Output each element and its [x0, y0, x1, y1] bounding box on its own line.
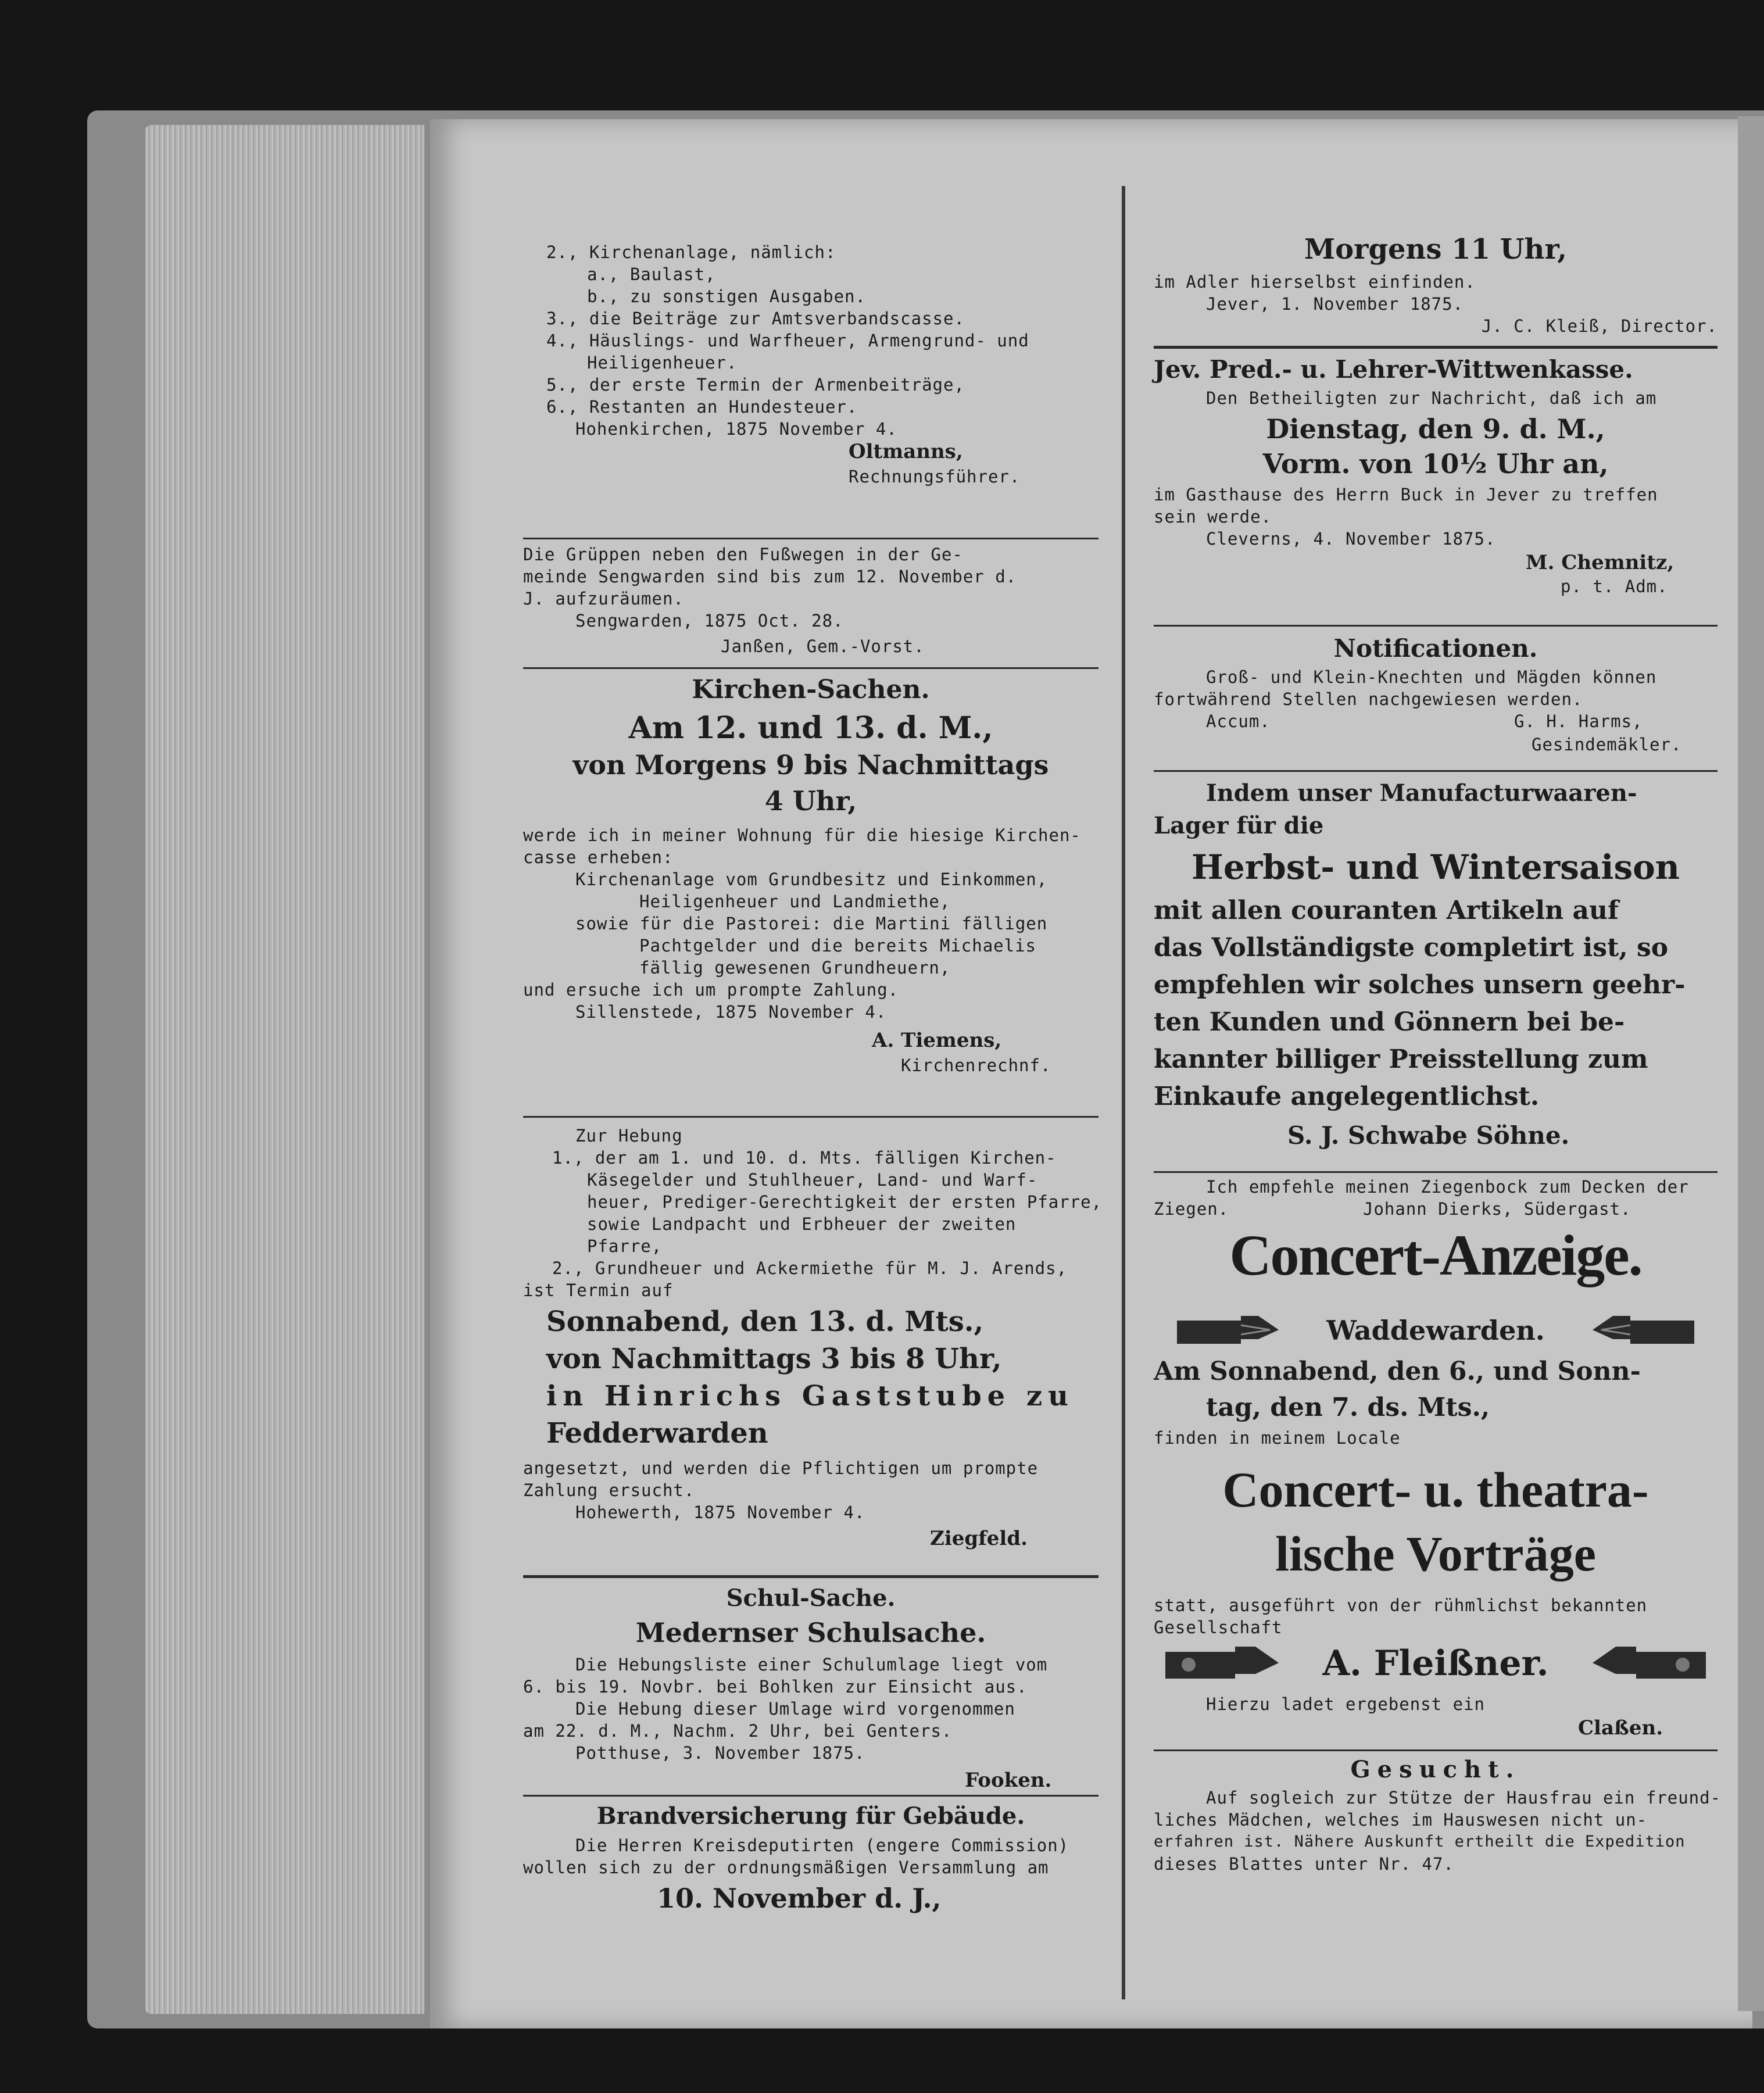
- separator: [523, 1116, 1099, 1118]
- text-line: das Vollständigste completirt ist, so: [1154, 933, 1669, 963]
- signer: G. H. Harms,: [1514, 711, 1643, 731]
- place: Waddewarden.: [1326, 1315, 1545, 1346]
- text-line: Heiligenheuer und Landmiethe,: [639, 892, 951, 911]
- section-title: Schul-Sache.: [726, 1584, 896, 1612]
- text-line: ist Termin auf: [523, 1280, 674, 1300]
- text-line: fortwährend Stellen nachgewiesen werden.: [1154, 689, 1583, 709]
- text-line: mit allen couranten Artikeln auf: [1154, 896, 1619, 925]
- text-line: Ich empfehle meinen Ziegenbock zum Decken der: [1206, 1177, 1689, 1197]
- column-divider: [1122, 186, 1125, 1999]
- signer: Ziegfeld.: [930, 1527, 1028, 1550]
- separator: [523, 538, 1099, 539]
- text-line: 4., Häuslings- und Warfheuer, Armengrund- und: [546, 331, 1029, 350]
- text-line: Zahlung ersucht.: [523, 1480, 695, 1500]
- text-line: 3., die Beiträge zur Amtsverbandscasse.: [546, 309, 965, 328]
- separator: [1154, 1749, 1718, 1751]
- company: A. Fleißner.: [1322, 1643, 1549, 1684]
- section-title: Kirchen-Sachen.: [692, 675, 930, 704]
- separator: [523, 1575, 1099, 1578]
- text-line: 6., Restanten an Hundesteuer.: [546, 397, 858, 417]
- text-line: Den Betheiligten zur Nachricht, daß ich am: [1206, 388, 1657, 408]
- headline: Sonnabend, den 13. d. Mts.,: [546, 1305, 984, 1338]
- date-line: Cleverns, 4. November 1875.: [1206, 529, 1496, 549]
- headline: von Morgens 9 bis Nachmittags: [573, 749, 1049, 781]
- text-line: Groß- und Klein-Knechten und Mägden können: [1206, 667, 1657, 687]
- headline: Morgens 11 Uhr,: [1304, 233, 1567, 266]
- text-line: 6. bis 19. Novbr. bei Bohlken zur Einsicht aus.: [523, 1677, 1028, 1697]
- text-line: meinde Sengwarden sind bis zum 12. November d.: [523, 567, 1017, 586]
- text-line: sowie Landpacht und Erbheuer der zweiten: [587, 1214, 1017, 1234]
- headline: Medernser Schulsache.: [635, 1617, 986, 1648]
- separator: [523, 1795, 1099, 1797]
- text-line: Zur Hebung: [575, 1126, 683, 1146]
- headline: Concert- u. theatra-: [1222, 1462, 1649, 1518]
- concert-title: Concert-Anzeige.: [1229, 1223, 1642, 1287]
- text-line: Kirchenanlage vom Grundbesitz und Einkommen,: [575, 870, 1048, 889]
- signer-title: Kirchenrechnf.: [901, 1056, 1051, 1075]
- text-line: fällig gewesenen Grundheuern,: [639, 958, 951, 978]
- text-line: Die Hebungsliste einer Schulumlage liegt vom: [575, 1655, 1048, 1675]
- text-line: statt, ausgeführt von der rühmlichst bekannten: [1154, 1595, 1648, 1615]
- signer: Johann Dierks, Südergast.: [1363, 1199, 1631, 1219]
- text-line: Pachtgelder und die bereits Michaelis: [639, 936, 1037, 956]
- text-line: Auf sogleich zur Stütze der Hausfrau ein freund-: [1206, 1788, 1722, 1808]
- headline: Herbst- und Wintersaison: [1191, 847, 1680, 887]
- headline: Vorm. von 10½ Uhr an,: [1262, 448, 1609, 480]
- text-line: a., Baulast,: [587, 264, 716, 284]
- signer: Janßen, Gem.-Vorst.: [721, 636, 925, 656]
- pointing-hand-left-icon: [1590, 1314, 1694, 1348]
- text-line: erfahren ist. Nähere Auskunft ertheilt die Expedition: [1154, 1833, 1686, 1851]
- text-line: 1., der am 1. und 10. d. Mts. fälligen Kirchen-: [552, 1148, 1057, 1168]
- separator: [1154, 770, 1718, 772]
- signer-title: Gesindemäkler.: [1532, 735, 1682, 754]
- separator: [1154, 625, 1718, 627]
- text-line: dieses Blattes unter Nr. 47.: [1154, 1854, 1454, 1874]
- text-line: 2., Kirchenanlage, nämlich:: [546, 242, 836, 262]
- headline: 4 Uhr,: [764, 785, 857, 817]
- text-line: casse erheben:: [523, 847, 674, 867]
- text-line: Hierzu ladet ergebenst ein: [1206, 1694, 1485, 1714]
- section-title: Jev. Pred.- u. Lehrer-Wittwenkasse.: [1154, 355, 1633, 384]
- pointing-hand-left-icon: [1590, 1644, 1706, 1684]
- date-line: Am Sonnabend, den 6., und Sonn-: [1154, 1357, 1641, 1386]
- signer: M. Chemnitz,: [1526, 551, 1674, 574]
- text-line: finden in meinem Locale: [1154, 1428, 1401, 1448]
- text-line: 2., Grundheuer und Ackermiethe für M. J. Arends,: [552, 1258, 1068, 1278]
- text-line: heuer, Prediger-Gerechtigkeit der ersten Pfarre,: [587, 1192, 1103, 1212]
- text-line: wollen sich zu der ordnungsmäßigen Versammlung am: [523, 1858, 1049, 1877]
- text-line: sowie für die Pastorei: die Martini fälligen: [575, 914, 1048, 933]
- headline: Am 12. und 13. d. M.,: [628, 710, 993, 746]
- place: Accum.: [1206, 711, 1271, 731]
- signer: Oltmanns,: [849, 440, 963, 463]
- page-edges: [145, 125, 424, 2014]
- text-line: Die Herren Kreisdeputirten (engere Commission): [575, 1836, 1069, 1855]
- text-line: im Gasthause des Herrn Buck in Jever zu treffen: [1154, 485, 1658, 505]
- signer: Claßen.: [1578, 1716, 1663, 1740]
- text-line: werde ich in meiner Wohnung für die hiesige Kirchen-: [523, 825, 1081, 845]
- facing-page-edge: [1738, 116, 1764, 2011]
- date-line: Potthuse, 3. November 1875.: [575, 1743, 865, 1763]
- text-line: kannter billiger Preisstellung zum: [1154, 1044, 1648, 1074]
- signer: S. J. Schwabe Söhne.: [1287, 1121, 1570, 1150]
- signer: A. Tiemens,: [872, 1029, 1002, 1052]
- text-line: am 22. d. M., Nachm. 2 Uhr, bei Genters.: [523, 1721, 953, 1741]
- headline: 10. November d. J.,: [657, 1883, 942, 1914]
- headline: lische Vorträge: [1275, 1526, 1596, 1582]
- text-line: 5., der erste Termin der Armenbeiträge,: [546, 375, 965, 395]
- section-title: Notificationen.: [1333, 634, 1538, 663]
- text-line: Heiligenheuer.: [587, 353, 738, 373]
- text-line: Einkaufe angelegentlichst.: [1154, 1082, 1540, 1111]
- text-line: Pfarre,: [587, 1236, 663, 1256]
- text-line: b., zu sonstigen Ausgaben.: [587, 287, 866, 306]
- headline: Fedderwarden: [546, 1417, 768, 1450]
- headline: von Nachmittags 3 bis 8 Uhr,: [546, 1343, 1002, 1375]
- headline: Dienstag, den 9. d. M.,: [1266, 413, 1605, 445]
- separator: [1154, 346, 1718, 349]
- text-line: im Adler hierselbst einfinden.: [1154, 272, 1476, 292]
- text-line: und ersuche ich um prompte Zahlung.: [523, 980, 899, 1000]
- section-title: Gesucht.: [1350, 1756, 1521, 1783]
- text-line: Indem unser Manufacturwaaren-: [1206, 779, 1637, 807]
- text-line: Ziegen.: [1154, 1199, 1229, 1219]
- date-line: Sengwarden, 1875 Oct. 28.: [575, 611, 844, 631]
- separator: [523, 667, 1099, 669]
- signer-title: Rechnungsführer.: [849, 467, 1021, 486]
- text-line: angesetzt, und werden die Pflichtigen um prompte: [523, 1458, 1039, 1478]
- text-line: Gesellschaft: [1154, 1618, 1283, 1637]
- text-line: J. aufzuräumen.: [523, 589, 684, 609]
- signer-title: p. t. Adm.: [1561, 577, 1668, 596]
- date-line: Jever, 1. November 1875.: [1206, 294, 1464, 314]
- text-line: sein werde.: [1154, 507, 1272, 527]
- text-line: Lager für die: [1154, 812, 1324, 839]
- text-line: Die Hebung dieser Umlage wird vorgenommen: [575, 1699, 1015, 1719]
- text-line: empfehlen wir solches unsern geehr-: [1154, 970, 1686, 1000]
- signer: J. C. Kleiß, Director.: [1481, 316, 1718, 336]
- date-line: Hohewerth, 1875 November 4.: [575, 1502, 865, 1522]
- text-line: ten Kunden und Gönnern bei be-: [1154, 1007, 1625, 1037]
- signer: Fooken.: [965, 1769, 1052, 1792]
- date-line: Hohenkirchen, 1875 November 4.: [575, 419, 897, 439]
- text-line: Die Grüppen neben den Fußwegen in der Ge-: [523, 545, 963, 564]
- section-title: Brandversicherung für Gebäude.: [596, 1802, 1025, 1830]
- text-line: liches Mädchen, welches im Hauswesen nicht un-: [1154, 1810, 1648, 1830]
- text-line: Käsegelder und Stuhlheuer, Land- und Warf-: [587, 1170, 1038, 1190]
- headline: in Hinrichs Gaststube zu: [546, 1380, 1075, 1412]
- date-line: Sillenstede, 1875 November 4.: [575, 1002, 887, 1022]
- date-line: tag, den 7. ds. Mts.,: [1206, 1393, 1490, 1422]
- separator: [1154, 1171, 1718, 1173]
